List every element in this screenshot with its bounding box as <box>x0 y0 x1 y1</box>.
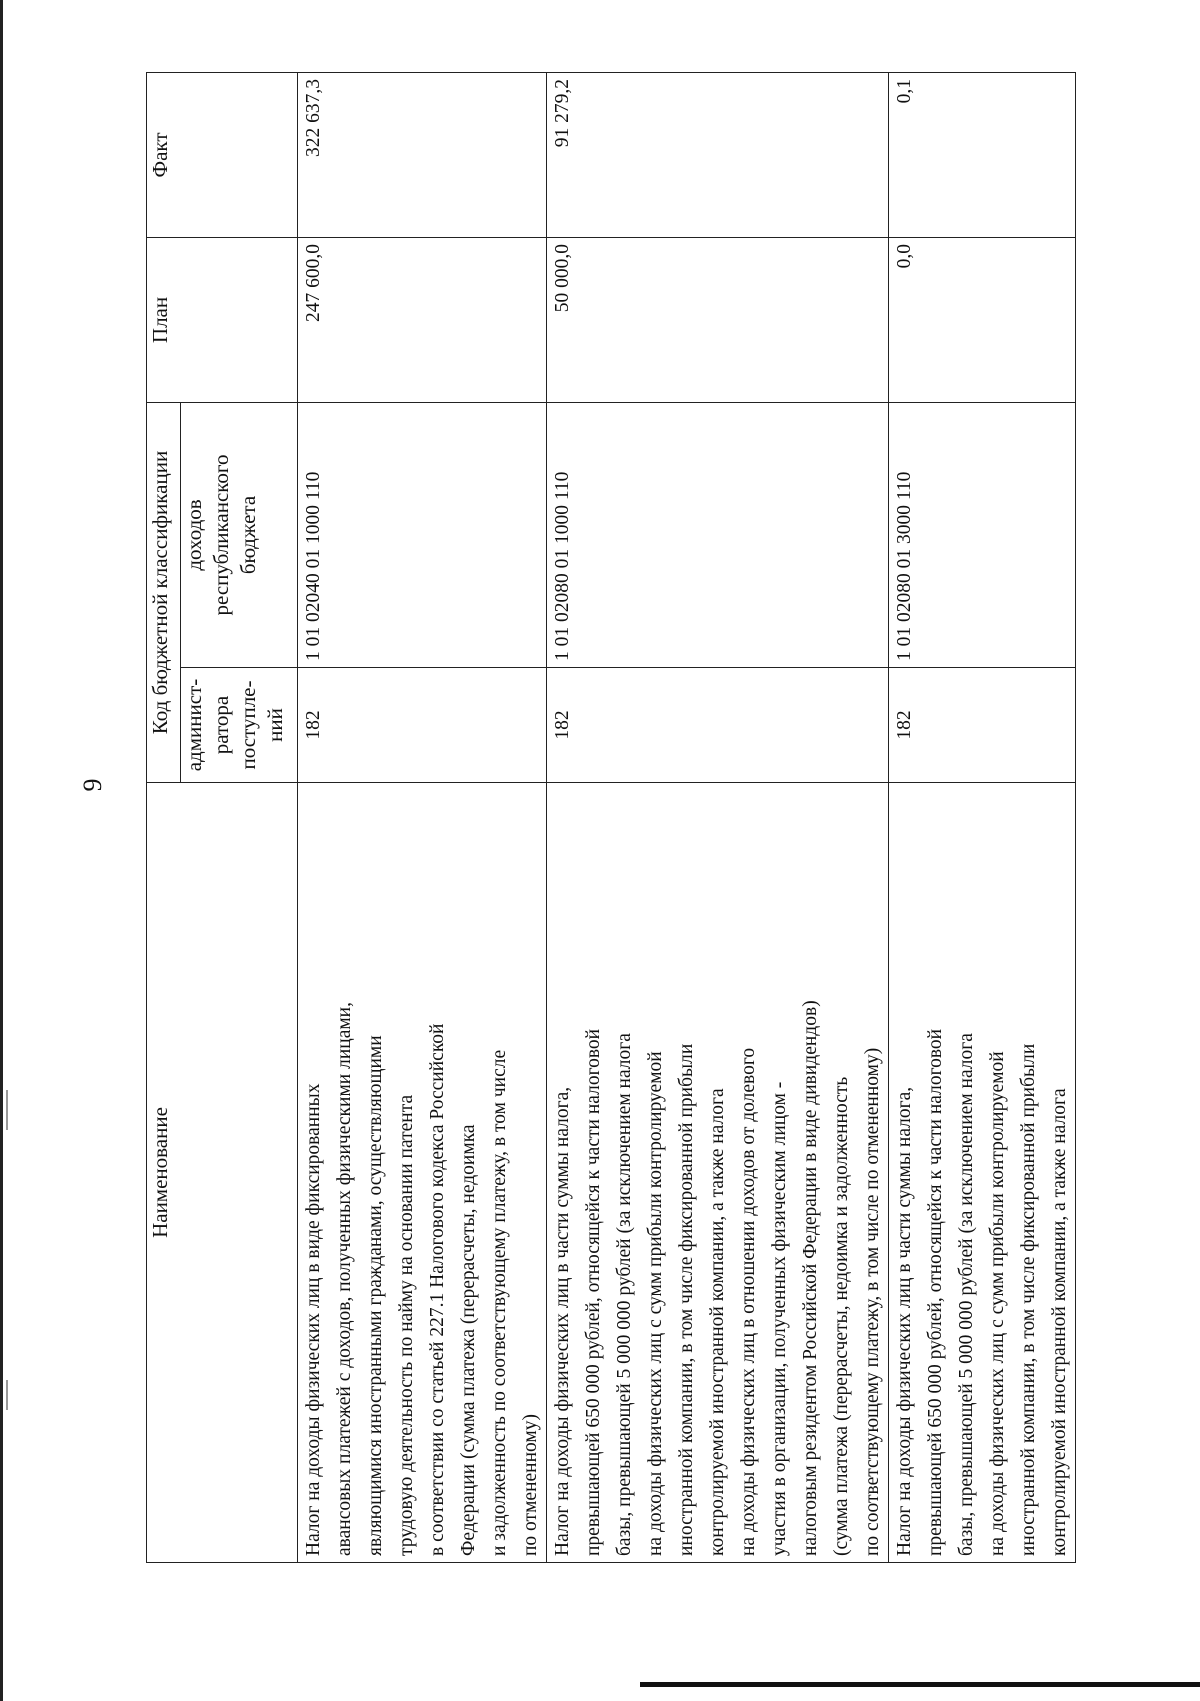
scan-artifact <box>6 1380 8 1410</box>
header-kbk-group: Код бюджетной классификации <box>147 402 181 782</box>
header-fact: Факт <box>147 72 298 237</box>
row-name: Налог на доходы физических лиц в части суммы налога, превышающей 650 000 рублей, относящейся к части налоговой базы, превышающей 5 000 000 рублей (за исключением налога на доходы физических лиц с сумм прибыли контролируемой иностранной компании, в том числе фиксированной прибыли контролируемой иностранной компании, а также налога <box>889 783 1076 1563</box>
row-income-code: 1 01 02080 01 3000 110 <box>889 402 1076 667</box>
budget-table <box>146 72 1076 1563</box>
row-fact: 91 279,2 <box>547 72 889 237</box>
row-plan: 0,0 <box>889 237 1076 402</box>
rotated-page-content <box>146 73 1070 1563</box>
row-fact: 322 637,3 <box>298 72 547 237</box>
row-income-code: 1 01 02080 01 1000 110 <box>547 402 889 667</box>
table-row <box>889 72 1076 1562</box>
row-income-code: 1 01 02040 01 1000 110 <box>298 402 547 667</box>
row-admin-code: 182 <box>298 668 547 783</box>
row-name: Налог на доходы физических лиц в виде фиксированных авансовых платежей с доходов, полученных физическими лицами, являющимися иностранными гражданами, осуществляющими трудовую деятельность по найму на основании патента в соответствии со статьей 227.1 Налогового кодекса Российской Федерации (сумма платежа (перерасчеты, недоимка и задолженность по соответствующему платежу, в том числе по отмененному) <box>298 783 547 1563</box>
scan-artifact <box>6 1090 8 1130</box>
header-admin: админист- ратора поступле- ний <box>181 668 298 783</box>
row-fact: 0,1 <box>889 72 1076 237</box>
scan-edge <box>0 0 3 1701</box>
row-name: Налог на доходы физических лиц в части суммы налога, превышающей 650 000 рублей, относящейся к части налоговой базы, превышающей 5 000 000 рублей (за исключением налога на доходы физических лиц с сумм прибыли контролируемой иностранной компании, в том числе фиксированной прибыли контролируемой иностранной компании, а также налога на доходы физических лиц в отношении доходов от долевого участия в организации, полученных физическим лицом - налоговым резидентом Российской Федерации в виде дивидендов) (сумма платежа (перерасчеты, недоимка и задолженность по соответствующему платежу, в том числе по отмененному) <box>547 783 889 1563</box>
row-admin-code: 182 <box>889 668 1076 783</box>
page-number: 9 <box>78 778 107 792</box>
header-income-code: доходов республиканского бюджета <box>181 402 298 667</box>
header-name: Наименование <box>147 783 298 1563</box>
header-plan: План <box>147 237 298 402</box>
row-plan: 50 000,0 <box>547 237 889 402</box>
table-row <box>547 72 889 1562</box>
row-admin-code: 182 <box>547 668 889 783</box>
scan-edge-bottom <box>640 1682 1200 1687</box>
table-row <box>298 72 547 1562</box>
row-plan: 247 600,0 <box>298 237 547 402</box>
